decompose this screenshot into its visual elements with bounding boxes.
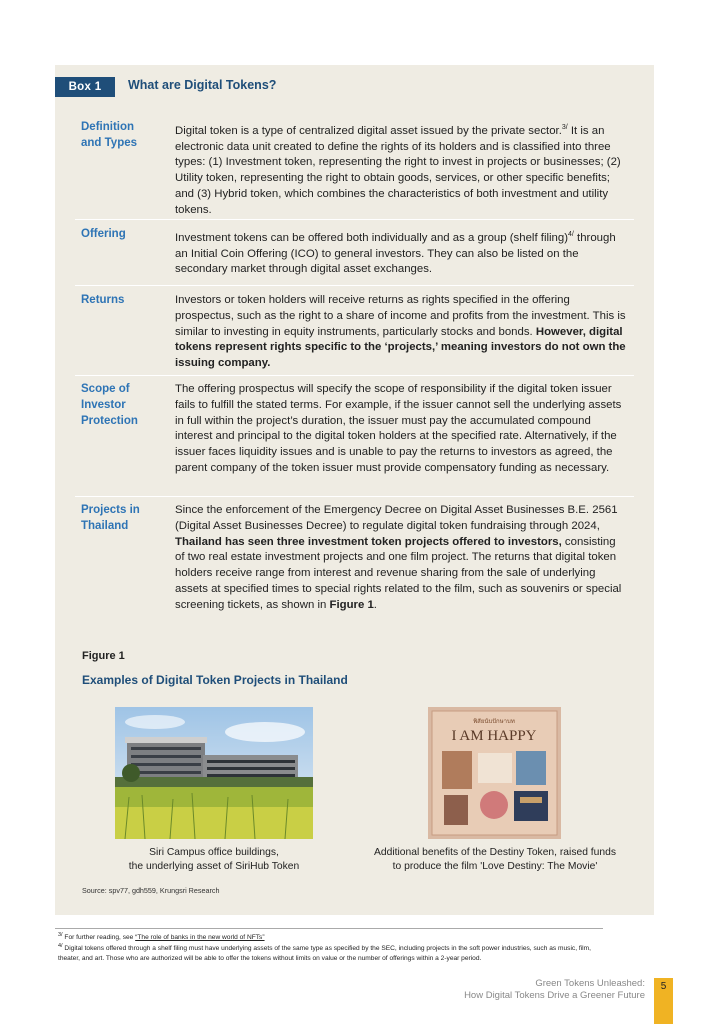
footer-title: Green Tokens Unleashed: How Digital Tokens Drive a Greener Future: [464, 978, 645, 1001]
figure-source: Source: spv77, gdh559, Krungsri Research: [82, 886, 220, 895]
footnote-4: $^{4/}$ Digital tokens offered through a shelf filing must have underlying assets of the same type as specified by the SEC, including projects in the soft power industries, such as music, film, theater, and art. Those who are authorized will be able to offer the tokens without limits on value or the number of offerings within a 2-year period.: [58, 943, 591, 962]
box-tag: Box 1: [55, 77, 115, 97]
box-1: [55, 65, 654, 915]
row-label: Returns: [81, 294, 125, 306]
row-text: The offering prospectus will specify the scope of responsibility if the digital token issuer fails to fulfill the stated terms. For example, if the issuer cannot sell the underlying assets in full within the project’s duration, the issuer must pay the accumulated compound interest and principal to the digital token holders at the specified rate. Alternatively, if the issuer faces liquidity issues and is unable to pay the returns to investors as agreed, the parent company of the token issuer must provide compensatory funding as necessary.: [175, 383, 622, 474]
figure-title: Examples of Digital Token Projects in Thailand: [82, 673, 348, 687]
siri-campus-photo: [115, 707, 313, 839]
row-label: Offering: [81, 228, 126, 240]
row-scope: [75, 375, 634, 474]
box-title: What are Digital Tokens?: [128, 78, 277, 92]
row-label: Projects in Thailand: [81, 504, 140, 532]
figure-label: Figure 1: [82, 650, 125, 662]
row-text: Since the enforcement of the Emergency Decree on Digital Asset Businesses B.E. 2561 (Digital Asset Businesses Decree) to regulate digital token fundraising through 2024, Thailand has seen three investment token projects offered to investors, consisting of two real estate investment projects and one film project. The returns that digital token holders receive range from interest and revenue sharing from the sale of underlying assets at specified times to special rights related to the film, such as souvenirs or special screening tickets, as shown in Figure 1.: [175, 504, 622, 611]
row-projects: [75, 496, 634, 611]
row-label: Definition and Types: [81, 121, 138, 149]
destiny-token-poster: [428, 707, 561, 839]
row-offering: [75, 219, 634, 276]
poster-title: I AM HAPPY: [451, 728, 537, 744]
caption-siri-campus: Siri Campus office buildings, the underlying asset of SiriHub Token: [128, 847, 300, 872]
page-number: 5: [660, 981, 667, 992]
footnote-link[interactable]: “The role of banks in the new world of NFTs”: [135, 934, 265, 942]
row-text: Digital token is a type of centralized digital asset issued by the private sector.$^{3/}$ It is an electronic data unit created to define the rights of its holders and is classified into three types: (1) Investment token, representing the right to invest in projects or businesses; (2) Utility token, representing the right to obtain goods, services, or other specific benefits; and (3) Hybrid token, which combines the characteristics of both investment and utility tokens.: [175, 124, 621, 216]
poster-thai-text: พิสัยนับปักษาบท: [473, 718, 515, 725]
row-text: Investment tokens can be offered both individually and as a group (shelf filing)$^{4/}$ through an Initial Coin Offering (ICO) to general investors. They can also be listed on the secondary market through digital asset exchanges.: [175, 231, 616, 276]
caption-destiny-token: Additional benefits of the Destiny Token, raised funds to produce the film 'Love Destiny: The Movie': [374, 847, 616, 872]
row-returns: [75, 285, 634, 370]
footnote-divider: [55, 928, 603, 929]
row-text: Investors or token holders will receive returns as rights specified in the offering prospectus, such as the right to a share of income and profits from the investment. This is similar to investing in equity instruments, particularly stocks and bonds. However, digital tokens represent rights specific to the ‘projects,’ meaning investors do not own the issuing company.: [175, 294, 626, 370]
page-number-tab: [654, 978, 673, 1024]
row-label: Scope of Investor Protection: [81, 383, 138, 427]
footnote-3: $^{3/}$ For further reading, see “The role of banks in the new world of NFTs”: [58, 932, 265, 942]
